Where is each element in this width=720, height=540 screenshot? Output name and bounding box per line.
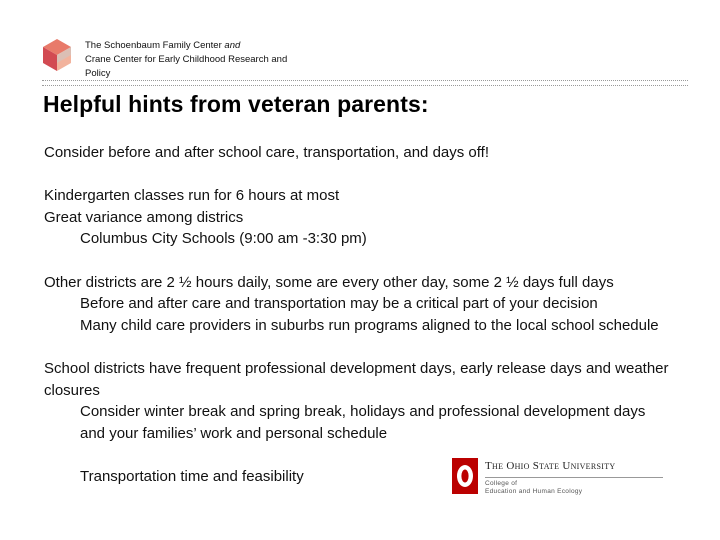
- college-name: [485, 480, 665, 496]
- university-name: The Ohio State University: [485, 460, 616, 472]
- block-o-icon: [452, 458, 478, 494]
- care-transport-note: Before and after care and transportation may be a critical part of your decision: [80, 295, 598, 313]
- org-line-3: Policy: [85, 68, 111, 79]
- school-district-days: School districts have frequent professional development days, early release days and weather closures: [44, 359, 669, 399]
- header-divider-top: [42, 80, 688, 81]
- logo-divider: [485, 477, 663, 478]
- body-text: [44, 142, 694, 488]
- college-line-1: College of: [485, 480, 518, 487]
- district-variance: Great variance among districs: [44, 208, 244, 226]
- breaks-note: Consider winter break and spring break, holidays and professional development days and your families’ work and personal schedule: [80, 403, 646, 442]
- other-districts: Other districts are 2 ½ hours daily, some are every other day, some 2 ½ days full days: [44, 273, 614, 291]
- columbus-hours: Columbus City Schools (9:00 am -3:30 pm): [80, 230, 367, 248]
- org-and: and: [224, 40, 241, 51]
- intro-text: Consider before and after school care, transportation, and days off!: [44, 144, 489, 161]
- suburb-providers-note: Many child care providers in suburbs run programs aligned to the local school schedule: [80, 316, 659, 334]
- college-line-2: Education and Human Ecology: [485, 488, 583, 495]
- org-line-2: Crane Center for Early Childhood Research and: [85, 54, 288, 65]
- header-divider-bottom: [42, 85, 688, 86]
- transportation-note: Transportation time and feasibility: [80, 467, 304, 485]
- org-line-1: The Schoenbaum Family Center: [85, 40, 222, 51]
- kindergarten-hours: Kindergarten classes run for 6 hours at most: [44, 187, 340, 205]
- organization-name: [85, 39, 325, 81]
- cube-logo-icon: [42, 38, 72, 72]
- page-title: Helpful hints from veteran parents:: [43, 91, 429, 117]
- osu-logo: [452, 458, 672, 498]
